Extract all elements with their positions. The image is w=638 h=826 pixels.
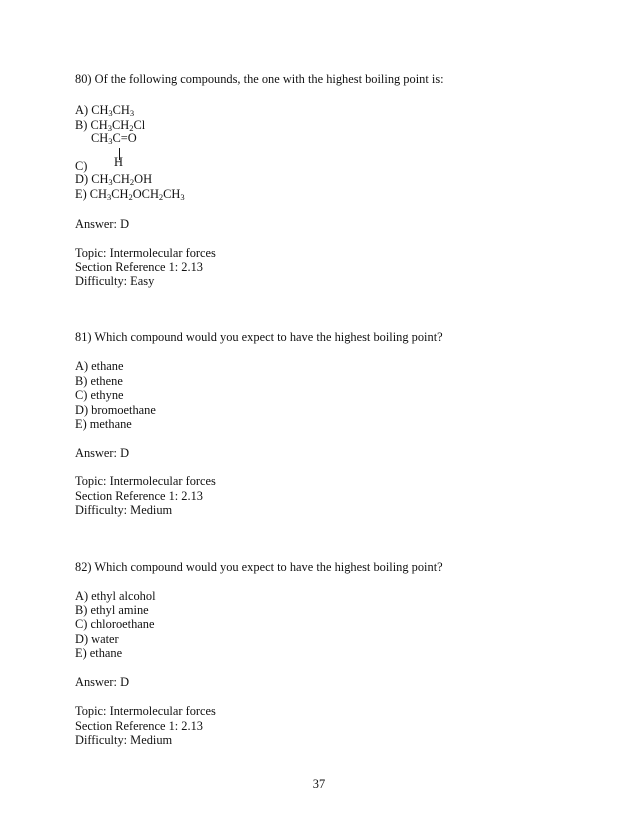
option-c-label: C)	[75, 159, 88, 173]
page-number: 37	[312, 777, 326, 791]
q80-option-b: B) $CH_3CH_2Cl$	[75, 118, 146, 133]
q82-topic: Topic: Intermolecular forces	[75, 704, 216, 718]
q80-topic: Topic: Intermolecular forces	[75, 246, 216, 260]
q80-answer: Answer: D	[75, 217, 130, 231]
q80-option-e: E) $CH_3CH_2OCH_2CH_3$	[75, 187, 185, 202]
q80-section-reference: Section Reference 1: 2.13	[75, 260, 203, 274]
q80-difficulty: Difficulty: Easy	[75, 274, 155, 288]
q82-stem: 82) Which compound would you expect to have the highest boiling point?	[75, 560, 443, 574]
q81-answer: Answer: D	[75, 446, 130, 460]
q81-option-e: E) methane	[75, 417, 132, 431]
structure-top: $CH_3C=O$	[91, 131, 137, 146]
q81-option-c: C) ethyne	[75, 388, 124, 402]
q82-option-a: A) ethyl alcohol	[75, 589, 156, 603]
q80-option-c	[75, 131, 195, 171]
q81-option-a: A) ethane	[75, 359, 124, 373]
structure-bottom: H	[114, 155, 123, 169]
q81-option-b: B) ethene	[75, 374, 123, 388]
q82-answer: Answer: D	[75, 675, 130, 689]
q82-section-reference: Section Reference 1: 2.13	[75, 719, 203, 733]
q81-difficulty: Difficulty: Medium	[75, 503, 173, 517]
q82-difficulty: Difficulty: Medium	[75, 733, 173, 747]
q82-option-d: D) water	[75, 632, 119, 646]
q81-stem: 81) Which compound would you expect to have the highest boiling point?	[75, 330, 443, 344]
q80-option-d: D) $CH_3CH_2OH$	[75, 172, 153, 187]
q81-option-d: D) bromoethane	[75, 403, 156, 417]
q81-section-reference: Section Reference 1: 2.13	[75, 489, 203, 503]
q82-option-e: E) ethane	[75, 646, 123, 660]
q82-option-b: B) ethyl amine	[75, 603, 149, 617]
q82-option-c: C) chloroethane	[75, 617, 155, 631]
q81-topic: Topic: Intermolecular forces	[75, 474, 216, 488]
q80-stem: 80) Of the following compounds, the one with the highest boiling point is:	[75, 72, 444, 86]
q80-option-a: A) $CH_3CH_3$	[75, 103, 135, 118]
